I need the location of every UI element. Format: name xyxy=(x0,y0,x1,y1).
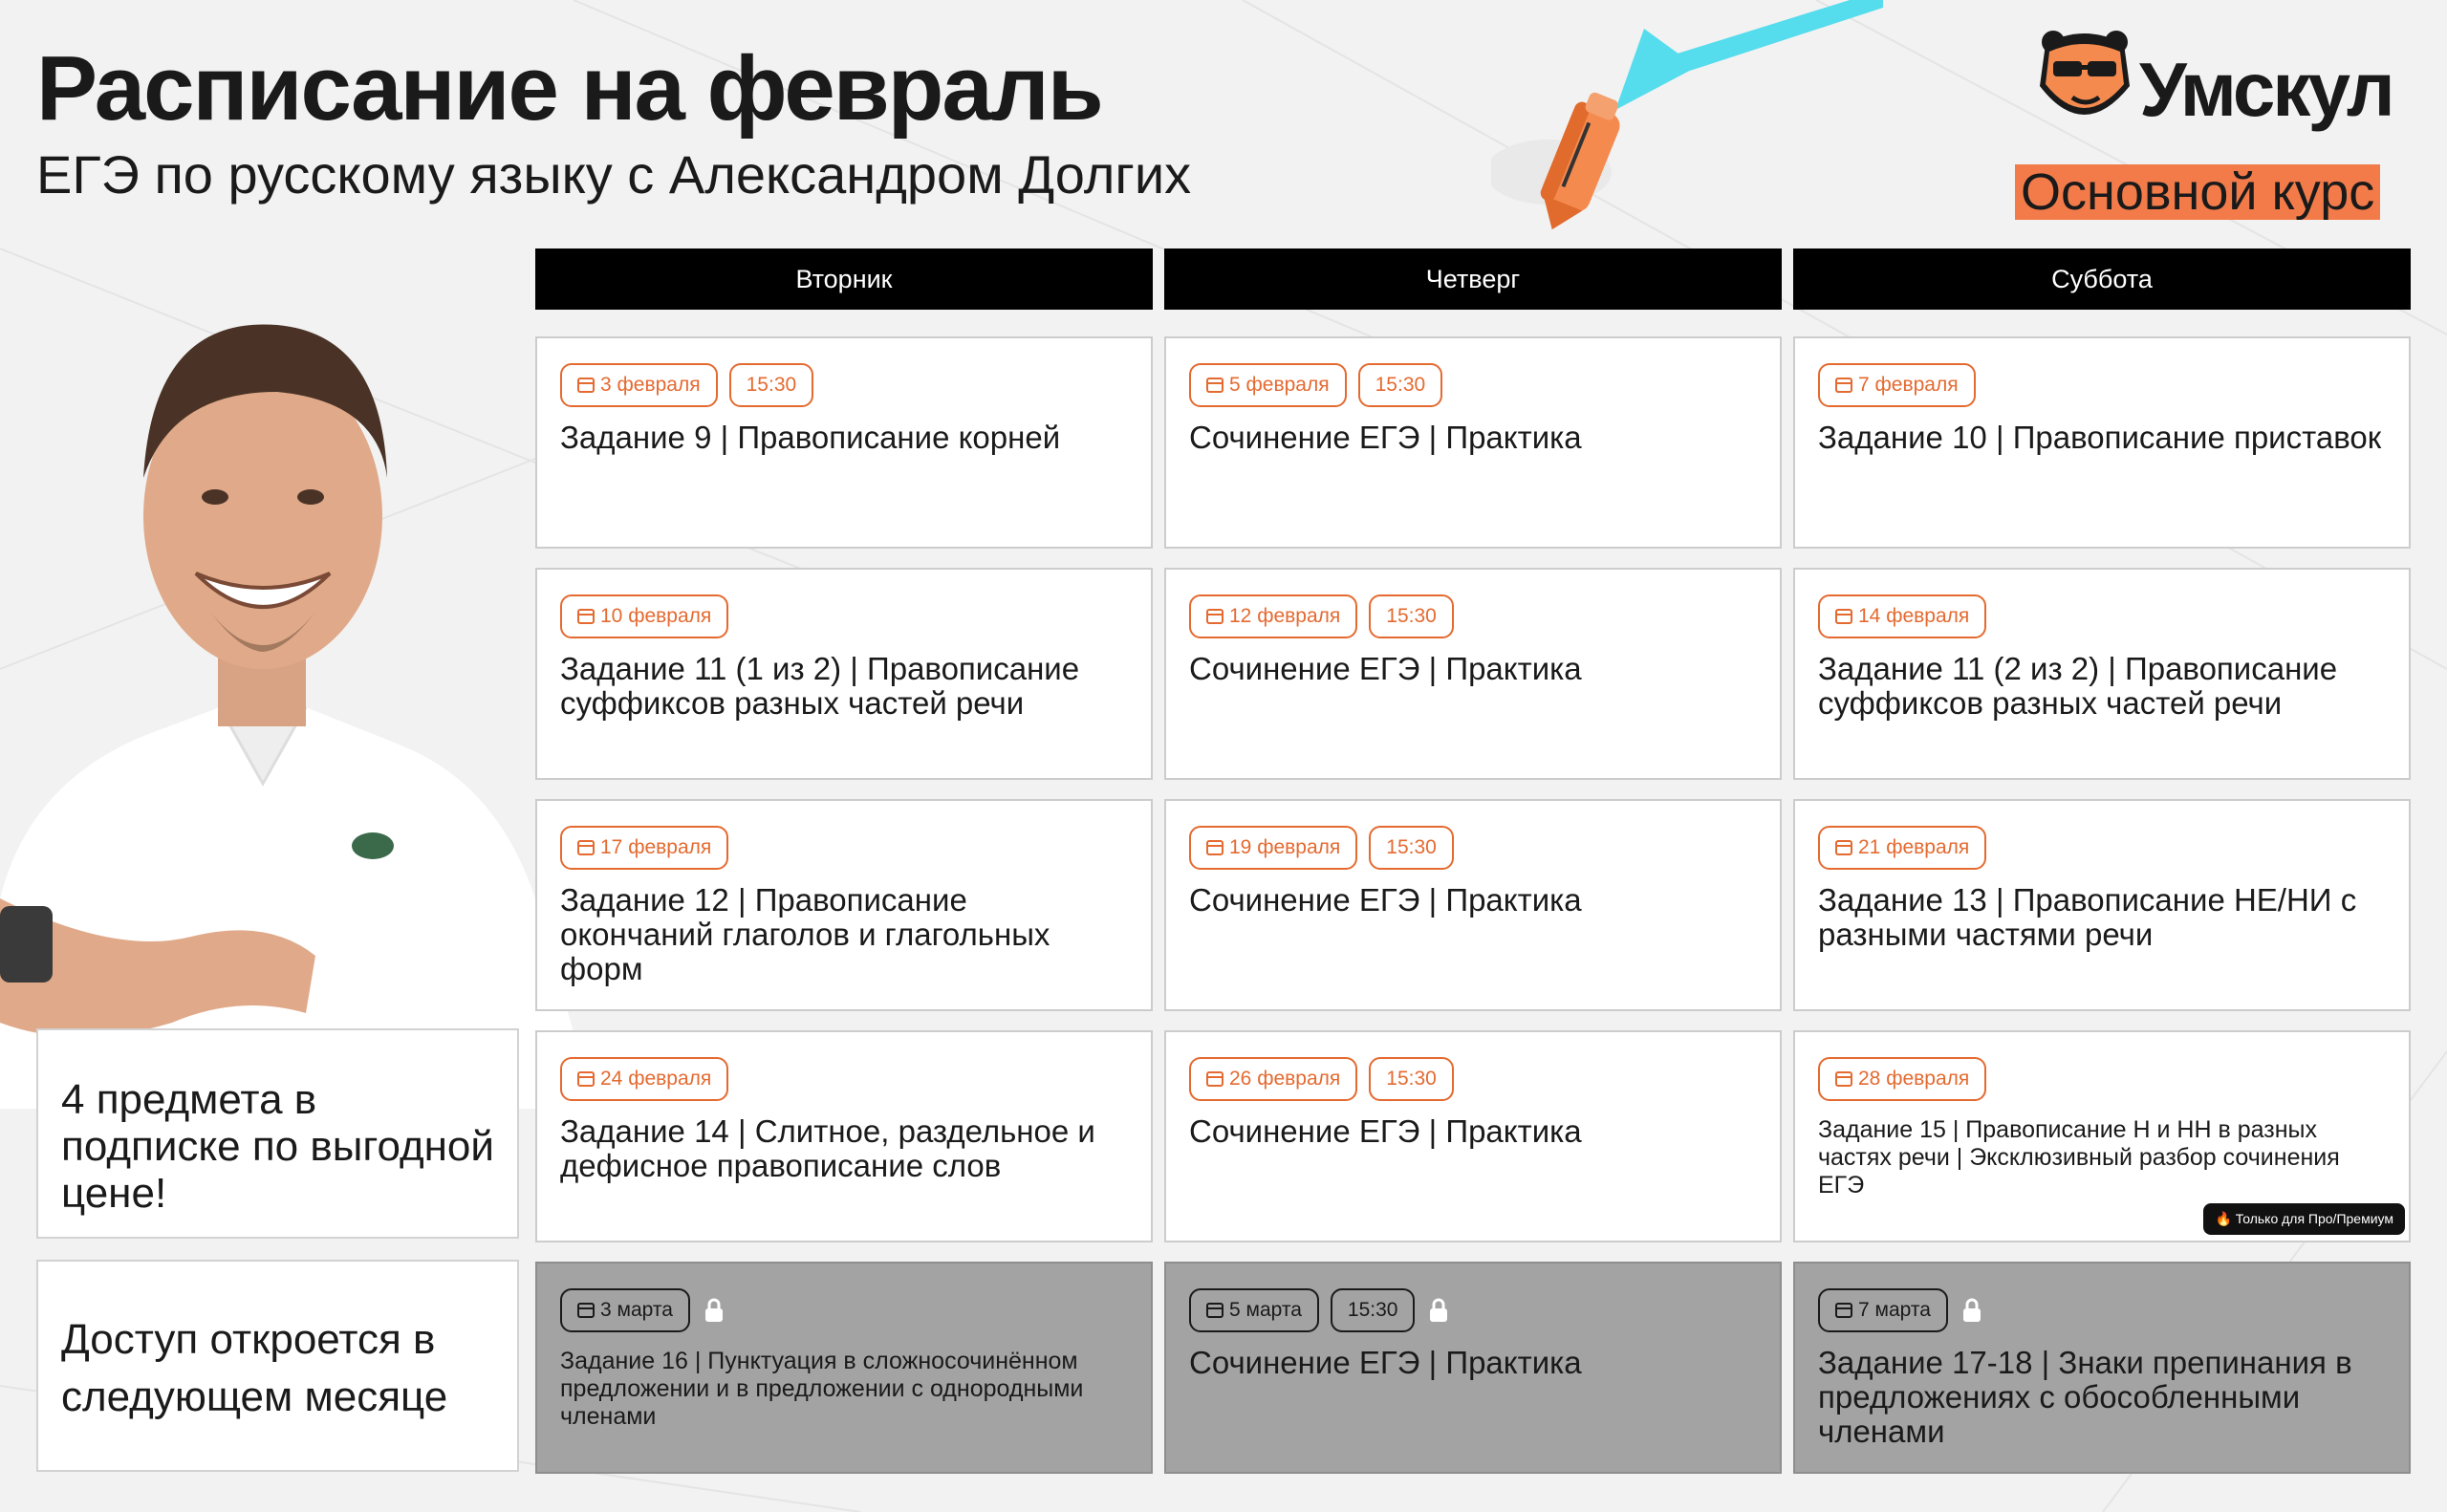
lesson-card[interactable] xyxy=(1793,1030,2411,1242)
lesson-date: 3 февраля xyxy=(600,374,701,396)
calendar-icon xyxy=(577,1071,595,1087)
lesson-date: 24 февраля xyxy=(600,1068,712,1090)
calendar-icon xyxy=(577,1303,595,1318)
lesson-date: 21 февраля xyxy=(1858,836,1970,858)
calendar-icon xyxy=(1206,1303,1224,1318)
calendar-icon xyxy=(577,840,595,855)
lesson-date: 19 февраля xyxy=(1229,836,1341,858)
lesson-meta xyxy=(1818,593,2386,640)
lesson-card[interactable] xyxy=(1793,568,2411,780)
premium-badge: 🔥 Только для Про/Премиум xyxy=(2203,1203,2405,1235)
lesson-date: 10 февраля xyxy=(600,605,712,627)
calendar-icon xyxy=(1835,1071,1852,1087)
course-tag: Основной курс xyxy=(2015,164,2380,220)
date-pill xyxy=(560,1288,690,1332)
lesson-card[interactable] xyxy=(1164,799,1782,1011)
lesson-card[interactable] xyxy=(535,1262,1153,1474)
date-pill xyxy=(1818,594,1986,638)
page-title: Расписание на февраль xyxy=(36,37,1102,140)
lesson-title: Сочинение ЕГЭ | Практика xyxy=(1189,882,1582,918)
lesson-time: 15:30 xyxy=(1358,363,1443,407)
date-pill xyxy=(560,594,728,638)
lesson-date: 7 февраля xyxy=(1858,374,1959,396)
date-pill xyxy=(1818,826,1986,870)
date-pill xyxy=(1818,1288,1948,1332)
lesson-title: Задание 11 (1 из 2) | Правописание суффиксов разных частей речи xyxy=(560,651,1080,721)
lesson-date: 26 февраля xyxy=(1229,1068,1341,1090)
lesson-title: Задание 13 | Правописание НЕ/НИ с разными частями речи xyxy=(1818,882,2357,952)
lesson-card[interactable] xyxy=(1164,336,1782,549)
calendar-icon xyxy=(1206,378,1224,393)
lesson-time: 15:30 xyxy=(1369,826,1454,870)
calendar-icon xyxy=(577,378,595,393)
lock-icon xyxy=(704,1298,725,1323)
lesson-title: Задание 10 | Правописание приставок xyxy=(1818,420,2382,455)
subscription-promo: 4 предмета в подписке по выгодной цене! xyxy=(36,1028,519,1239)
lesson-meta xyxy=(1189,1286,1757,1334)
lesson-meta xyxy=(1818,824,2386,872)
day-header-tuesday: Вторник xyxy=(535,248,1153,310)
lesson-title: Задание 12 | Правописание окончаний глаголов и глагольных форм xyxy=(560,882,1050,986)
date-pill xyxy=(1818,363,1976,407)
lesson-title: Задание 15 | Правописание Н и НН в разных частях речи | Эксклюзивный разбор сочинения ЕГЭ xyxy=(1818,1116,2340,1199)
calendar-icon xyxy=(1206,840,1224,855)
lesson-meta xyxy=(560,1286,1128,1334)
lesson-card[interactable] xyxy=(1793,336,2411,549)
lesson-date: 7 марта xyxy=(1858,1299,1931,1321)
lesson-card[interactable] xyxy=(1793,799,2411,1011)
lock-icon xyxy=(1961,1298,1982,1323)
lesson-meta xyxy=(1818,361,2386,409)
lesson-time: 15:30 xyxy=(1331,1288,1416,1332)
lesson-date: 12 февраля xyxy=(1229,605,1341,627)
lesson-card[interactable] xyxy=(1164,1030,1782,1242)
lesson-time: 15:30 xyxy=(1369,594,1454,638)
lesson-card[interactable] xyxy=(535,799,1153,1011)
lesson-title: Сочинение ЕГЭ | Практика xyxy=(1189,1345,1582,1380)
lesson-date: 3 марта xyxy=(600,1299,673,1321)
lesson-card[interactable] xyxy=(535,336,1153,549)
lesson-title: Задание 16 | Пунктуация в сложносочинённом предложении и в предложении с однородными членами xyxy=(560,1348,1084,1430)
lesson-date: 17 февраля xyxy=(600,836,712,858)
calendar-icon xyxy=(1835,378,1852,393)
date-pill xyxy=(1189,826,1357,870)
calendar-icon xyxy=(1206,1071,1224,1087)
calendar-icon xyxy=(1206,609,1224,624)
lesson-time: 15:30 xyxy=(1369,1057,1454,1101)
date-pill xyxy=(1189,1288,1319,1332)
lesson-date: 28 февраля xyxy=(1858,1068,1970,1090)
date-pill xyxy=(1189,594,1357,638)
lesson-title: Задание 14 | Слитное, раздельное и дефисное правописание слов xyxy=(560,1113,1095,1183)
lesson-card[interactable] xyxy=(1164,568,1782,780)
lesson-card[interactable] xyxy=(1164,1262,1782,1474)
lesson-meta xyxy=(560,824,1128,872)
brand-name: Умскул xyxy=(2139,47,2393,132)
page-subtitle: ЕГЭ по русскому языку с Александром Долгих xyxy=(36,144,1192,205)
lesson-date: 5 февраля xyxy=(1229,374,1330,396)
lesson-meta xyxy=(1189,1055,1757,1103)
date-pill xyxy=(560,363,718,407)
lesson-card[interactable] xyxy=(535,1030,1153,1242)
lesson-title: Сочинение ЕГЭ | Практика xyxy=(1189,1113,1582,1149)
lesson-title: Задание 11 (2 из 2) | Правописание суффиксов разных частей речи xyxy=(1818,651,2338,721)
lesson-title: Сочинение ЕГЭ | Практика xyxy=(1189,420,1582,455)
lesson-title: Задание 17-18 | Знаки препинания в предложениях с обособленными членами xyxy=(1818,1345,2352,1449)
lesson-card[interactable] xyxy=(535,568,1153,780)
lesson-card[interactable] xyxy=(1793,1262,2411,1474)
access-notice: Доступ откроется в следующем месяце xyxy=(36,1260,519,1472)
calendar-icon xyxy=(1835,1303,1852,1318)
lesson-meta xyxy=(1189,361,1757,409)
lesson-title: Задание 9 | Правописание корней xyxy=(560,420,1061,455)
pen-illustration xyxy=(1491,0,1893,239)
date-pill xyxy=(1818,1057,1986,1101)
lesson-time: 15:30 xyxy=(729,363,814,407)
lesson-meta xyxy=(560,1055,1128,1103)
lesson-title: Сочинение ЕГЭ | Практика xyxy=(1189,651,1582,686)
day-header-thursday: Четверг xyxy=(1164,248,1782,310)
calendar-icon xyxy=(1835,840,1852,855)
calendar-icon xyxy=(577,609,595,624)
lesson-meta xyxy=(1189,593,1757,640)
lesson-meta xyxy=(1818,1055,2386,1103)
date-pill xyxy=(1189,363,1347,407)
date-pill xyxy=(560,1057,728,1101)
lesson-meta xyxy=(1818,1286,2386,1334)
date-pill xyxy=(1189,1057,1357,1101)
lesson-date: 14 февраля xyxy=(1858,605,1970,627)
lesson-meta xyxy=(560,593,1128,640)
date-pill xyxy=(560,826,728,870)
calendar-icon xyxy=(1835,609,1852,624)
lesson-date: 5 марта xyxy=(1229,1299,1302,1321)
lesson-meta xyxy=(560,361,1128,409)
lock-icon xyxy=(1428,1298,1449,1323)
lesson-meta xyxy=(1189,824,1757,872)
day-header-saturday: Суббота xyxy=(1793,248,2411,310)
